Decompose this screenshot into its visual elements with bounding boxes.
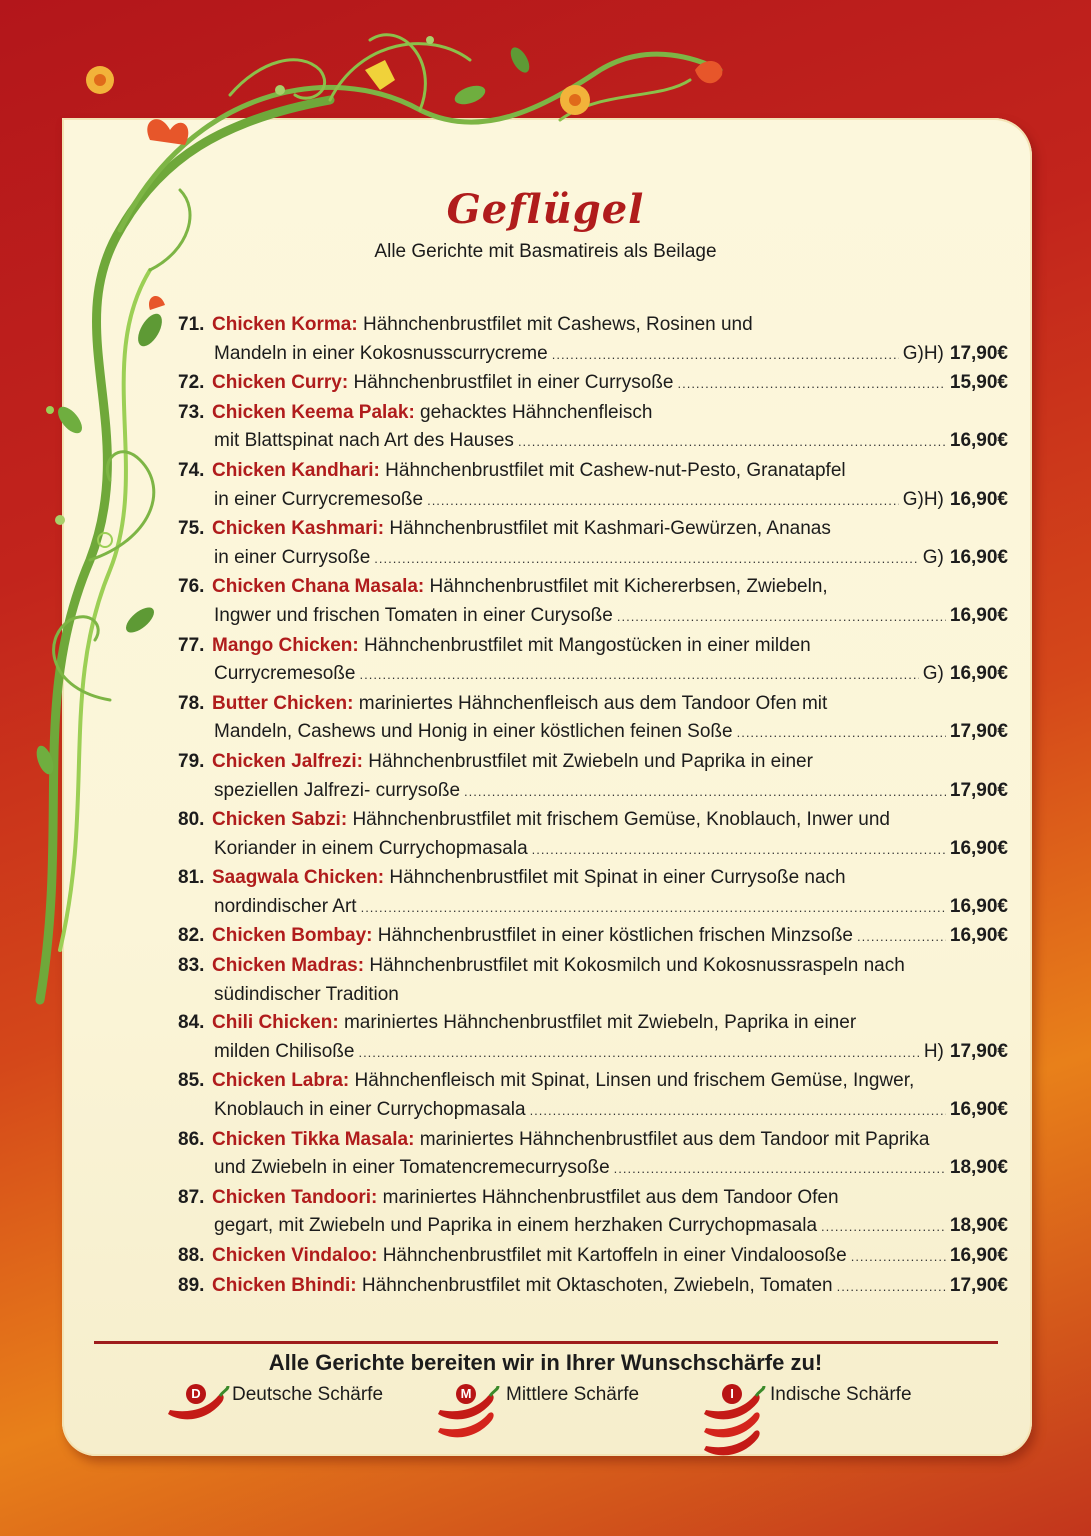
item-number: 79.	[178, 750, 205, 772]
dot-leader	[427, 487, 899, 516]
spice-badge: I	[722, 1384, 742, 1404]
dot-leader	[532, 836, 946, 865]
menu-item	[178, 922, 1008, 952]
dot-leader	[677, 370, 945, 399]
allergen-codes: G)H)	[902, 488, 944, 510]
item-description: Hähnchenfleisch mit Spinat, Linsen und frischem Gemüse, Ingwer,	[354, 1070, 915, 1092]
item-description-cont: speziellen Jalfrezi- currysoße	[214, 779, 461, 801]
item-name: Chicken Sabzi:	[212, 809, 348, 831]
item-description: Hähnchenbrustfilet mit Mangostücken in einer milden	[364, 634, 811, 656]
dot-leader	[361, 894, 946, 923]
item-description: Hähnchenbrustfilet mit Kashmari-Gewürzen, Ananas	[389, 518, 831, 540]
allergen-codes: G)	[922, 663, 944, 685]
item-price: 17,90€	[949, 1274, 1008, 1296]
menu-item	[178, 573, 1008, 631]
spice-badge: M	[456, 1384, 476, 1404]
menu-item	[178, 311, 1008, 369]
menu-item	[178, 1272, 1008, 1302]
item-description: Hähnchenbrustfilet mit Kartoffeln in einer Vindaloosoße	[382, 1245, 847, 1266]
item-number: 76.	[178, 576, 205, 598]
item-name: Chicken Jalfrezi:	[212, 750, 363, 772]
item-description-cont: in einer Currysoße	[214, 546, 371, 568]
item-price: 18,90€	[949, 1215, 1008, 1237]
item-price: 17,90€	[949, 779, 1008, 801]
item-name: Chicken Kandhari:	[212, 459, 380, 481]
item-name: Chili Chicken:	[212, 1012, 339, 1034]
menu-item	[178, 864, 1008, 922]
item-name: Chicken Curry:	[212, 372, 349, 394]
item-price: 18,90€	[949, 1157, 1008, 1179]
menu-item	[178, 457, 1008, 515]
menu-list	[178, 311, 1008, 1301]
item-description: Hähnchenbrustfilet mit Cashews, Rosinen und	[362, 314, 753, 335]
chili-pepper-icon	[434, 1384, 500, 1448]
menu-item	[178, 748, 1008, 806]
divider	[94, 1341, 998, 1344]
menu-item	[178, 1184, 1008, 1242]
dot-leader	[617, 603, 946, 632]
item-description: Hähnchenbrustfilet in einer köstlichen frischen Minzsoße	[377, 925, 853, 947]
item-description: mariniertes Hähnchenbrustfilet mit Zwiebeln, Paprika in einer	[343, 1012, 857, 1034]
item-number: 73.	[178, 401, 205, 423]
item-number: 78.	[178, 692, 205, 714]
item-number: 71.	[178, 314, 205, 335]
item-number: 89.	[178, 1274, 205, 1296]
item-price: 16,90€	[949, 604, 1008, 626]
menu-item	[178, 399, 1008, 457]
dot-leader	[837, 1273, 946, 1302]
item-price: 16,90€	[949, 925, 1008, 947]
legend-item-indische	[700, 1384, 912, 1460]
menu-item	[178, 369, 1008, 399]
legend-label: Indische Schärfe	[770, 1384, 912, 1405]
item-name: Chicken Tikka Masala:	[212, 1128, 415, 1150]
dot-leader	[851, 1243, 946, 1272]
menu-item	[178, 952, 1008, 1009]
item-description: Hähnchenbrustfilet mit Cashew-nut-Pesto, Granatapfel	[385, 459, 846, 481]
allergen-codes: G)H)	[902, 342, 944, 364]
item-description-cont: Mandeln, Cashews und Honig in einer köstlichen feinen Soße	[214, 721, 733, 743]
dot-leader	[359, 661, 918, 690]
item-number: 88.	[178, 1245, 205, 1266]
item-number: 85.	[178, 1070, 205, 1092]
item-description: gehacktes Hähnchenfleisch	[420, 401, 653, 423]
allergen-codes: G)	[922, 546, 944, 568]
menu-item	[178, 515, 1008, 573]
item-number: 86.	[178, 1128, 205, 1150]
item-description-cont: mit Blattspinat nach Art des Hauses	[214, 430, 514, 452]
item-number: 87.	[178, 1186, 205, 1208]
item-number: 81.	[178, 867, 205, 889]
item-price: 15,90€	[949, 372, 1008, 394]
menu-item	[178, 632, 1008, 690]
spice-badge: D	[186, 1384, 206, 1404]
item-description-cont: Koriander in einem Currychopmasala	[214, 837, 528, 859]
legend-item-deutsche	[164, 1384, 383, 1448]
item-price: 17,90€	[949, 342, 1008, 364]
item-name: Mango Chicken:	[212, 634, 359, 656]
item-description: Hähnchenbrustfilet mit frischem Gemüse, Knoblauch, Inwer und	[352, 809, 890, 831]
legend-label: Deutsche Schärfe	[232, 1384, 384, 1405]
item-number: 83.	[178, 955, 205, 977]
dot-leader	[374, 545, 918, 574]
item-price: 16,90€	[949, 488, 1008, 510]
item-name: Chicken Kashmari:	[212, 518, 385, 540]
item-description: Hähnchenbrustfilet in einer Currysoße	[353, 372, 674, 394]
page-title: Geflügel	[446, 186, 645, 233]
menu-item	[178, 1009, 1008, 1067]
item-description: Hähnchenbrustfilet mit Oktaschoten, Zwiebeln, Tomaten	[361, 1274, 833, 1296]
menu-item	[178, 1126, 1008, 1184]
dot-leader	[518, 428, 946, 457]
item-price: 16,90€	[949, 1245, 1008, 1266]
page-subtitle: Alle Gerichte mit Basmatireis als Beilage	[374, 241, 717, 262]
item-description-cont: Currycremesoße	[214, 663, 356, 685]
item-description: mariniertes Hähnchenfleisch aus dem Tandoor Ofen mit	[358, 692, 828, 714]
item-name: Chicken Vindaloo:	[212, 1245, 378, 1266]
dot-leader	[552, 341, 899, 370]
item-description: mariniertes Hähnchenbrustfilet aus dem Tandoor Ofen	[382, 1186, 839, 1208]
item-description-cont: nordindischer Art	[214, 895, 357, 917]
item-price: 16,90€	[949, 663, 1008, 685]
item-name: Chicken Tandoori:	[212, 1186, 378, 1208]
item-name: Chicken Bombay:	[212, 925, 373, 947]
dot-leader	[358, 1039, 919, 1068]
dot-leader	[530, 1097, 946, 1126]
item-description: mariniertes Hähnchenbrustfilet aus dem Tandoor mit Paprika	[419, 1128, 930, 1150]
item-price: 17,90€	[949, 1040, 1008, 1062]
chili-pepper-icon	[700, 1384, 766, 1460]
item-name: Saagwala Chicken:	[212, 867, 385, 889]
item-name: Chicken Chana Masala:	[212, 576, 425, 598]
menu-item	[178, 806, 1008, 864]
item-name: Chicken Labra:	[212, 1070, 350, 1092]
item-price: 16,90€	[949, 546, 1008, 568]
menu-item	[178, 1067, 1008, 1125]
item-price: 16,90€	[949, 837, 1008, 859]
item-description: Hähnchenbrustfilet mit Zwiebeln und Paprika in einer	[368, 750, 813, 772]
item-description: Hähnchenbrustfilet mit Spinat in einer Currysoße nach	[389, 867, 846, 889]
dot-leader	[464, 778, 946, 807]
item-number: 84.	[178, 1012, 205, 1034]
item-number: 75.	[178, 518, 205, 540]
legend-label: Mittlere Schärfe	[506, 1384, 640, 1405]
item-description-cont: südindischer Tradition	[214, 983, 399, 1005]
item-name: Chicken Bhindi:	[212, 1274, 357, 1296]
item-number: 72.	[178, 372, 205, 394]
item-number: 82.	[178, 925, 205, 947]
item-description-cont: Knoblauch in einer Currychopmasala	[214, 1099, 526, 1121]
item-number: 80.	[178, 809, 205, 831]
legend-item-mittlere	[434, 1384, 639, 1448]
item-price: 16,90€	[949, 430, 1008, 452]
dot-leader	[737, 719, 946, 748]
footer-title: Alle Gerichte bereiten wir in Ihrer Wunschschärfe zu!	[268, 1350, 823, 1375]
item-price: 17,90€	[949, 721, 1008, 743]
item-name: Chicken Madras:	[212, 955, 365, 977]
item-number: 77.	[178, 634, 205, 656]
item-description-cont: Mandeln in einer Kokosnusscurrycreme	[214, 342, 548, 364]
item-description-cont: milden Chilisoße	[214, 1040, 355, 1062]
dot-leader	[614, 1155, 946, 1184]
item-price: 16,90€	[949, 1099, 1008, 1121]
item-price: 16,90€	[949, 895, 1008, 917]
item-name: Butter Chicken:	[212, 692, 354, 714]
dot-leader	[857, 923, 946, 952]
menu-item	[178, 690, 1008, 748]
item-description-cont: gegart, mit Zwiebeln und Paprika in einem herzhaken Currychopmasala	[214, 1215, 818, 1237]
item-description-cont: und Zwiebeln in einer Tomatencremecurrysoße	[214, 1157, 610, 1179]
item-description-cont: Ingwer und frischen Tomaten in einer Curysoße	[214, 604, 613, 626]
allergen-codes: H)	[923, 1040, 944, 1062]
chili-pepper-icon	[164, 1384, 230, 1448]
item-name: Chicken Korma:	[212, 314, 358, 335]
item-name: Chicken Keema Palak:	[212, 401, 415, 423]
item-number: 74.	[178, 459, 205, 481]
menu-item	[178, 1242, 1008, 1272]
item-description: Hähnchenbrustfilet mit Kokosmilch und Kokosnussraspeln nach	[369, 955, 905, 977]
item-description: Hähnchenbrustfilet mit Kichererbsen, Zwiebeln,	[429, 576, 828, 598]
item-description-cont: in einer Currycremesoße	[214, 488, 424, 510]
dot-leader	[821, 1213, 946, 1242]
